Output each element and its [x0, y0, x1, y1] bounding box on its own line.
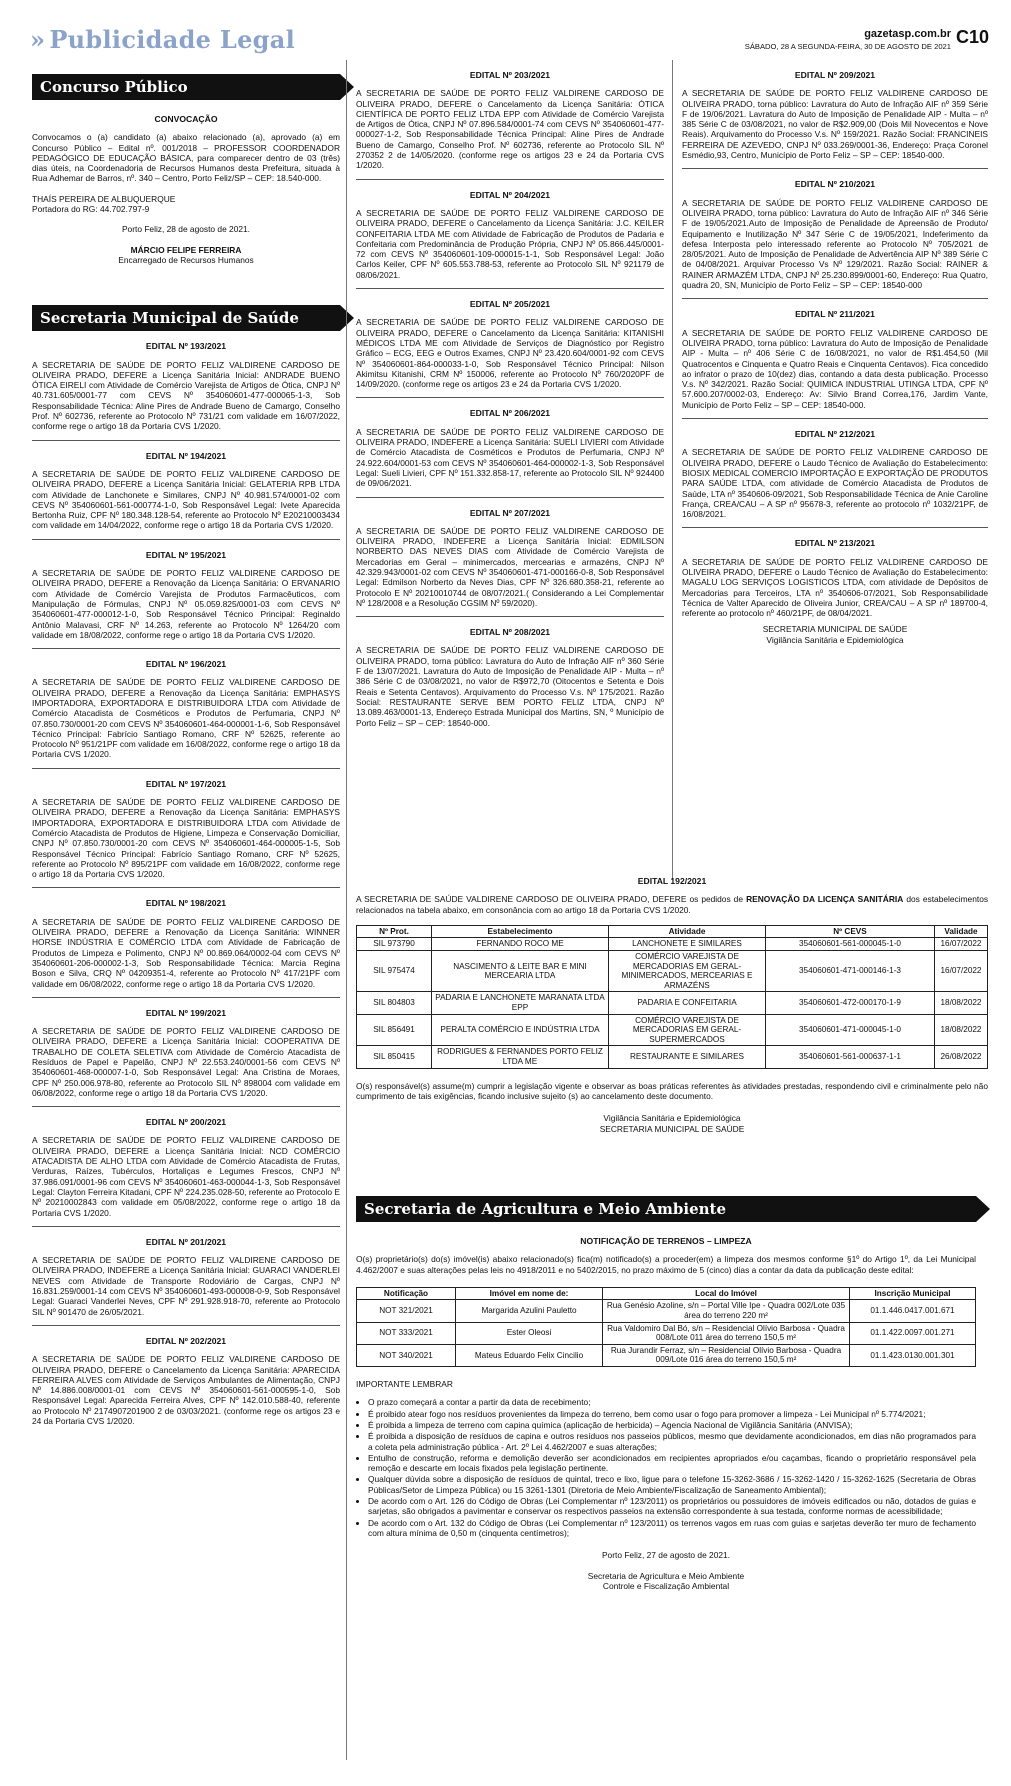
list-item: • É proibida a limpeza de terreno com capina química (aplicação de herbicida) – Agencia Nacional de Vigilância Sanitária (ANVISA);: [368, 1420, 976, 1430]
edition-date: SÁBADO, 28 A SEGUNDA-FEIRA, 30 DE AGOSTO DE 2021: [744, 42, 951, 51]
cell: FERNANDO ROCO ME: [432, 938, 609, 951]
cell: Rua Genésio Azoline, s/n – Portal Ville Ipe - Quadra 002/Lote 035 área do terreno 220 m²: [603, 1300, 850, 1322]
cell: COMÉRCIO VAREJISTA DE MERCADORIAS EM GERAL- SUPERMERCADOS: [609, 1014, 766, 1046]
edital-205: [356, 299, 664, 398]
divider: [682, 418, 988, 419]
edital-title: EDITAL Nº 195/2021: [145, 549, 227, 560]
edital-title: EDITAL Nº 198/2021: [145, 898, 227, 909]
saude-signature-2: Vigilância Sanitária e Epidemiológica: [766, 634, 904, 645]
convocacao-body: Convocamos o (a) candidato (a) abaixo relacionado (a), aprovado (a) em Concurso Público – Edital nº. 001/2018 – PROFESSOR COORDENADOR PEDAGÓGICO DE EDUCAÇÃO BÁSICA, para comparecer dentro de 03 (três) dias úteis, na Coordenadoria de Recursos Humanos desta Prefeitura, situada à Rua Adhemar de Barros, nº. 340 – Centro, Porto Feliz/SP – CEP: 18.540-000.: [32, 132, 340, 184]
cell: Margarida Azulini Pauletto: [456, 1300, 603, 1322]
divider: [32, 997, 340, 998]
cell: SIL 856491: [357, 1014, 432, 1046]
cell: PADARIA E LANCHONETE MARANATA LTDA EPP: [432, 992, 609, 1014]
edital-200: [32, 1117, 340, 1227]
edital-212: [682, 429, 988, 528]
list-item: • É proibido atear fogo nos resíduos provenientes da limpeza do terreno, bem como usar o fogo para promover a limpeza - Lei Municipal nº 5.774/2021;: [368, 1409, 976, 1419]
cell: NOT 321/2021: [357, 1300, 456, 1322]
edital-title: EDITAL Nº 208/2021: [469, 627, 551, 638]
edital-text: A SECRETARIA DE SAÚDE DE PORTO FELIZ VALDIRENE CARDOSO DE OLIVEIRA PRADO, torna público: Lavratura do Auto de Imposição de Penalidade AIP - Multa – nº 406 Série C de 16/08/2021, no valor de R$1.454,50 (Mil Quatrocentos e Cinquenta e Quatro Reais e Cinquenta Centavos). Fica concedido ao infrator o prazo de 10(dez) dias, contando a data desta publicação. Processo V.s. Nº 342/2021. Razão Social: QUIMICA INDUSTRIAL UTINGA LTDA, CPF Nº 57.600.207/0002-03, Endereço: Av: Silvio Brand Correa,176, Jardim Vante, Município de Porto Feliz – SP – CEP: 18540-000.: [682, 327, 988, 410]
edital-211: [682, 309, 988, 419]
table-header-row: [357, 925, 988, 938]
edital-206: [356, 408, 664, 497]
edital-text: A SECRETARIA DE SAÚDE DE PORTO FELIZ VALDIRENE CARDOSO DE OLIVEIRA PRADO, DEFERE a Renovação da Licença Sanitária: O ERVANARIO com Atividade de Comércio Varejista de Produtos Farmacêuticos, com Manipulação de Fórmulas, CNPJ Nº 05.059.825/0001-03 com CEVS Nº 354060601-477-000012-1-0, Sob Responsável Técnico Principal: Reginaldo Antônio Malavasi, CRF Nº 14.263, referente ao Protocolo Nº 1264/20 com validade em 18/08/2022, conforme rege o artigo 18 da Portaria CVS 1/2020.: [32, 568, 340, 640]
edital-192-table: [356, 925, 988, 1069]
table-row: [357, 1344, 976, 1366]
edital-text: A SECRETARIA DE SAÚDE DE PORTO FELIZ VALDIRENE CARDOSO DE OLIVEIRA PRADO, DEFERE o Cancelamento da Licença Sanitária: APARECIDA FERREIRA ALVES com Atividade de Serviços Ambulantes de Alimentação, CNPJ Nº 14.886.008/0001-01 com CEVS Nº 354060601-561-000595-1-0, Sob Responsável Legal: Aparecida Ferreira Alves, CPF Nº 142.010.588-40, referente ao Protocolo Nº 2174907201900 2 de 03/03/2021. (conforme rege os artigos 23 e 24 da Portaria CVS 1/2020.: [32, 1354, 340, 1427]
edital-text: A SECRETARIA DE SAÚDE DE PORTO FELIZ VALDIRENE CARDOSO DE OLIVEIRA PRADO, torna público: Lavratura do Auto de Infração AIF nº 359 Série F de 19/06/2021. Lavratura do Auto de Imposição de Penalidade AIP - Multa – nº 385 Série C de 03/08/2021, no valor de R$2.909,00 (Dois Mil Novecentos e Nove Reais). Arquivamento do Processo V.s. Nº 159/2021. Razão Social: FRANCINEIS FERREIRA DE AZEVEDO, CNPJ Nº 033.269/0001-36, Endereço: Praça Coronel Esmédio,93, Centro, Município de Porto Feliz – SP – CEP: 18540-000.: [682, 88, 988, 161]
cell: NOT 333/2021: [357, 1322, 456, 1344]
col-header: Local do Imóvel: [603, 1287, 850, 1300]
edital-title: EDITAL Nº 213/2021: [794, 538, 876, 549]
edital-192-block: [356, 876, 988, 1134]
divider: [356, 397, 664, 398]
edital-title: EDITAL Nº 197/2021: [145, 778, 227, 789]
cell: PERALTA COMÉRCIO E INDÚSTRIA LTDA: [432, 1014, 609, 1046]
cell: 26/08/2022: [935, 1046, 988, 1068]
saude-signature-1: SECRETARIA MUNICIPAL DE SAÚDE: [762, 624, 908, 635]
edital-title: EDITAL Nº 211/2021: [795, 309, 875, 320]
cell: Rua Valdomiro Dal Bó, s/n – Residencial Olívio Barbosa - Quadra 008/Lote 011 área do terreno 150,5 m²: [603, 1322, 850, 1344]
edital-192-signature-2: SECRETARIA MUNICIPAL DE SAÚDE: [599, 1123, 745, 1134]
edital-text: A SECRETARIA DE SAÚDE DE PORTO FELIZ VALDIRENE CARDOSO DE OLIVEIRA PRADO, INDEFERE a Licença Sanitária: SUELI LIVIERI com Atividade de Comércio Atacadista de Cosméticos e Produtos de Perfumaria, CNPJ Nº 24.922.604/0001-53 com CEVS Nº 354060601-464-000002-1-3, Sob Responsável Legal: Sueli Livieri, CPF Nº 151.332.858-17, referente ao Protocolo SIL Nº 924400 de 09/06/2021.: [356, 426, 664, 489]
divider: [682, 298, 988, 299]
cell: 16/07/2022: [935, 951, 988, 992]
divider: [32, 1106, 340, 1107]
agricultura-signature-2: Controle e Fiscalização Ambiental: [602, 1580, 730, 1591]
concurso-signer: MÁRCIO FELIPE FERREIRA: [130, 244, 242, 255]
edital-213: [682, 538, 988, 618]
divider: [32, 1325, 340, 1326]
divider: [32, 768, 340, 769]
cell: Ester Oleosi: [456, 1322, 603, 1344]
edital-192-note: O(s) responsável(s) assume(m) cumprir a legislação vigente e observar as boas práticas referentes às atividades prestadas, respondendo civil e criminalmente pelo não cumprimento de tais exigências, ficando inclusive sujeito (s) ao cancelamento deste documento.: [356, 1080, 988, 1101]
edital-title: EDITAL Nº 209/2021: [794, 70, 876, 80]
cell: 354060601-472-000170-1-9: [766, 992, 935, 1014]
edital-193: [32, 341, 340, 440]
cell: 01.1.446.0417.001.671: [850, 1300, 976, 1322]
cell: Mateus Eduardo Felix Cincilio: [456, 1344, 603, 1366]
edital-196: [32, 659, 340, 769]
edital-text: A SECRETARIA DE SAÚDE DE PORTO FELIZ VALDIRENE CARDOSO DE OLIVEIRA PRADO, INDEFERE a Licença Sanitária Inicial: GUARACI VANDERLEI NEVES com Atividade de Transporte Rodoviário de Cargas, CNPJ Nº 16.831.259/0001-14 com CEVS Nº 354060601-493-000008-0-9, Sob Responsável Legal: Guaraci Vanderlei Neves, CPF Nº 291.928.918-70, referente ao Protocolo SIL Nº 901470 de 26/05/2021.: [32, 1255, 340, 1317]
edital-text: A SECRETARIA DE SAÚDE DE PORTO FELIZ VALDIRENE CARDOSO DE OLIVEIRA PRADO, DEFERE a Licença Sanitária Inicial: NCD COMÉRCIO ATACADISTA DE ALHO LTDA com Atividade de Comércio Atacadista de Frutas, Verduras, Raízes, Tubérculos, Hortaliças e Legumes Frescos, CNPJ Nº 37.986.091/0001-96 com CEVS Nº 354060601-463-000044-1-3, Sob Responsável Legal: Clayton Ferreira Kitadani, CPF Nº 224.235.028-50, referente ao Protocolo E Nº 20210002843 com validade em 05/08/2022, conforme rege o artigo 18 da Portaria CVS 1/2020.: [32, 1135, 340, 1218]
important-list: [356, 1397, 976, 1538]
edital-197: [32, 779, 340, 889]
edital-text: A SECRETARIA DE SAÚDE DE PORTO FELIZ VALDIRENE CARDOSO DE OLIVEIRA PRADO, DEFERE o Cancelamento da Licença Sanitária: ÓTICA CIENTÍFICA DE PORTO FELIZ LTDA EPP com Atividade de Comércio Varejista de Artigos de Ótica, CNPJ Nº 07.896.584/0001-74 com CEVS Nº 354060601-477-000027-1-2, Sob Responsabilidade Técnica Principal: Aline Pires de Andrade Bueno de Camargo, Conselho Prof. Nº 602736, referente ao Protocolo SIL Nº 270352 2 de 14/05/2020. (conforme rege os artigos 23 e 24 da Portaria CVS 1/2020.: [356, 88, 664, 171]
cell: 01.1.422.0097.001.271: [850, 1322, 976, 1344]
edital-text: A SECRETARIA DE SAÚDE DE PORTO FELIZ VALDIRENE CARDOSO DE OLIVEIRA PRADO, torna público: Lavratura do Auto de Infração AIF nº 346 Série F de 19/05/2021.Auto de Imposição de Penalidade de Apreensão de Produto/ Equipamento e Inutilização Nº 347 Série C de 19/05/2021, Indeferimento da defesa Interposta pelo interessado referente ao Protocolo Nº 705/2021 de 28/05/2021. Auto de Imposição de Penalidade de Advertência AIP Nº 389 Série C de 04/08/2021. Arquivar Processo Vs Nº 129/2021. Razão Social: RAINER & RAINER ARMAZÉM LTDA, CNPJ Nº 25.230.899/0001-60, Endereço: Rua Quatro, quadra 20, SN, Município de Porto Feliz – SP – CEP: 18540-000: [682, 197, 988, 291]
edital-text: A SECRETARIA DE SAÚDE DE PORTO FELIZ VALDIRENE CARDOSO DE OLIVEIRA PRADO, INDEFERE a Licença Sanitária Inicial: EDMILSON NORBERTO DAS NEVES DIAS com Atividade de Comércio Varejista de Mercadorias em Geral – minimercados, mercearias e armazéns, CNPJ Nº 42.329.943/0001-02 com CEVS Nº 354060601-471-000166-0-8, Sob Responsável Legal: Edmilson Norberto da Neves Dias, CPF Nº 326.680.358-21, referente ao Protocolo E Nº 20210010744 de 08/07/2021.( Considerando a Lei Complementar Nº 128/2008 e a Resolução CGSIM Nº 59/2020).: [356, 525, 664, 608]
col-header: Inscrição Municipal: [850, 1287, 976, 1300]
edital-195: [32, 550, 340, 649]
list-item: • De acordo com o Art. 132 do Código de Obras (Lei Complementar nº 123/2011) os terrenos vagos em ruas com guias e sarjetas deverão ter muro de fechamento com altura mínima de 0,50 m (cinquenta centímetros);: [368, 1518, 976, 1539]
table-row: [357, 938, 988, 951]
table-row: [357, 1322, 976, 1344]
cell: 16/07/2022: [935, 938, 988, 951]
edital-text: A SECRETARIA DE SAÚDE DE PORTO FELIZ VALDIRENE CARDOSO DE OLIVEIRA PRADO, DEFERE a Licença Sanitária Inicial: COOPERATIVA DE TRABALHO DE COLETA SELETIVA com Atividade de Comércio Atacadista de Resíduos de Papel e Papelão, CNPJ Nº 22.553.240/0001-56 com CEVS Nº 354060601-468-000007-1-0, Sob Responsável Legal: Ana Cristina de Moraes, CPF Nº 250.006.978-80, referente ao Protocolo SIL Nº 898004 com validade em 06/08/2022, conforme rege o artigo 18 da Portaria CVS 1/2020.: [32, 1026, 340, 1098]
table-row: [357, 951, 988, 992]
column-3: [682, 60, 988, 645]
edital-title: EDITAL Nº 202/2021: [145, 1335, 227, 1346]
cell: NOT 340/2021: [357, 1344, 456, 1366]
divider: [32, 648, 340, 649]
divider: [682, 168, 988, 169]
edital-title: EDITAL Nº 193/2021: [145, 341, 227, 352]
edital-title: EDITAL Nº 200/2021: [145, 1117, 227, 1128]
edital-201: [32, 1237, 340, 1326]
edital-title: EDITAL Nº 212/2021: [794, 429, 876, 440]
cell: 18/08/2022: [935, 992, 988, 1014]
divider: [356, 288, 664, 289]
cell: COMÉRCIO VAREJISTA DE MERCADORIAS EM GERAL- MINIMERCADOS, MERCEARIAS E ARMAZÉNS: [609, 951, 766, 992]
notificacao-title: NOTIFICAÇÃO DE TERRENOS – LIMPEZA: [580, 1236, 752, 1246]
divider: [356, 179, 664, 180]
banner-concurso: Concurso Público: [32, 74, 340, 100]
column-divider: [346, 60, 347, 1760]
table-header-row: [357, 1287, 976, 1300]
table-row: [357, 1014, 988, 1046]
column-divider: [672, 60, 673, 880]
cell: SIL 804803: [357, 992, 432, 1014]
cell: NASCIMENTO & LEITE BAR E MINI MERCEARIA LTDA: [432, 951, 609, 992]
candidate-name: THAÍS PEREIRA DE ALBUQUERQUE: [32, 193, 176, 204]
cell: SIL 973790: [357, 938, 432, 951]
table-row: [357, 992, 988, 1014]
cell: SIL 850415: [357, 1046, 432, 1068]
divider: [356, 497, 664, 498]
col-header: Nº CEVS: [766, 925, 935, 938]
col-header: Estabelecimento: [432, 925, 609, 938]
cell: 354060601-471-000045-1-0: [766, 1014, 935, 1046]
edital-text: A SECRETARIA DE SAÚDE DE PORTO FELIZ VALDIRENE CARDOSO DE OLIVEIRA PRADO, DEFERE a Licença Sanitária Inicial: GELATERIA RPB LTDA com Atividade de Lanchonete e Similares, CNPJ Nº 40.981.574/0001-02 com CEVS Nº 354060601-561-000774-1-0, Sob Responsável Legal: Ivete Aparecida Bertonha Ruiz, CPF Nº 180.348.128-54, referente ao Protocolo Nº E20210003434 com validade em 14/04/2022, conforme rege o artigo 18 da Portaria CVS 1/2020.: [32, 468, 340, 531]
concurso-place-date: Porto Feliz, 28 de agosto de 2021.: [121, 224, 251, 235]
col-header: Validade: [935, 925, 988, 938]
divider: [356, 616, 664, 617]
agricultura-signature-1: Secretaria de Agricultura e Meio Ambiente: [587, 1570, 745, 1581]
site-name[interactable]: gazetasp.com.br: [864, 28, 951, 40]
double-chevron-icon: »: [30, 25, 46, 54]
divider: [32, 440, 340, 441]
edital-text: A SECRETARIA DE SAÚDE DE PORTO FELIZ VALDIRENE CARDOSO DE OLIVEIRA PRADO, DEFERE a Renovação da Licença Sanitária: WINNER HORSE INDÚSTRIA E COMÉRCIO LTDA com Atividade de Fabricação de Produtos de Limpeza e Polimento, CNPJ Nº 00.869.064/0002-04 com CEVS Nº 354060601-206-000002-1-3, Sob Responsabilidade Técnica: Marcia Regina Boson e Silva, CRQ Nº 04209351-4, referente ao Protocolo Nº 417/21PF com validade em 06/08/2022, conforme rege o artigo 18 da Portaria CVS 1/2020.: [32, 916, 340, 989]
notificacao-table: [356, 1287, 976, 1367]
list-item: • É proibida a disposição de resíduos de capina e outros resíduos nos passeios públicos, mesmo que devidamente acondicionados, em dias não programados para a coleta pela administração pública - Art. 2º Lei 4.462/2007 e suas alterações;: [368, 1431, 976, 1452]
cell: RESTAURANTE E SIMILARES: [609, 1046, 766, 1068]
edital-text: A SECRETARIA DE SAÚDE DE PORTO FELIZ VALDIRENE CARDOSO DE OLIVEIRA PRADO, DEFERE a Renovação da Licença Sanitária: EMPHASYS IMPORTADORA, EXPORTADORA E DISTRIBUIDORA LTDA com Atividade de Comércio Atacadista de Cosméticos e Produtos de Perfumaria, CNPJ Nº 07.850.730/0001-20 com CEVS Nº 354060601-464-000001-1-6, Sob Responsável Técnico Principal: Fabrício Santiago Romano, CRF Nº 52625, referente ao Protocolo Nº 951/21PF com validade em 16/08/2022, conforme rege o artigo 18 da Portaria CVS 1/2020.: [32, 677, 340, 760]
col-header: Atividade: [609, 925, 766, 938]
edital-text: A SECRETARIA DE SAÚDE DE PORTO FELIZ VALDIRENE CARDOSO DE OLIVEIRA PRADO, DEFERE a Licença Sanitária Inicial: ANDRADE BUENO ÓTICA EIRELI com Atividade de Comércio Varejista de Artigos de Ótica, CNPJ Nº 40.731.605/0001-77 com CEVS Nº 354060601-477-000065-1-3, Sob Responsabilidade Técnica: Aline Pires de Andrade Bueno de Camargo, Conselho Prof. Nº 602736, referente ao Protocolo Nº 731/21 com validade em 16/07/2022, conforme rege o artigo 18 da Portaria CVS 1/2020.: [32, 359, 340, 432]
page-number: C10: [955, 27, 989, 47]
banner-saude: Secretaria Municipal de Saúde: [32, 305, 340, 331]
convocacao-heading: CONVOCAÇÃO: [154, 114, 218, 124]
cell: PADARIA E CONFEITARIA: [609, 992, 766, 1014]
section-title: » Publicidade Legal: [30, 25, 295, 54]
list-item: • Entulho de construção, reforma e demolição deverão ser acondicionados em recipientes apropriados e/ou caçambas, ficando o proprietário responsável pela remoção e descarte em locais fixados pela legislação pertinente.: [368, 1453, 976, 1474]
edital-192-signature-1: Vigilância Sanitária e Epidemiológica: [603, 1113, 741, 1124]
edital-209: [682, 70, 988, 169]
edital-title: EDITAL Nº 206/2021: [469, 408, 551, 419]
cell: LANCHONETE E SIMILARES: [609, 938, 766, 951]
edital-text: A SECRETARIA DE SAÚDE DE PORTO FELIZ VALDIRENE CARDOSO DE OLIVEIRA PRADO, torna público: Lavratura do Auto de Infração AIF nº 360 Série F de 13/07/2021. Lavratura do Auto de Imposição de Penalidade AIP - Multa – nº 386 Série C de 03/08/2021, no valor de R$972,70 (Oitocentos e Setenta e Dois Reais e Setenta Centavos). Arquivamento do Processo V.s. Nº 175/2021. Razão Social: RESTAURANTE SERVE BEM PORTO FELIZ LTDA, CNPJ Nº 13.089.463/0001-13, Endereço Estrada Municipal dos Martins, SN, º Município de Porto Feliz – SP – CEP: 18540-000.: [356, 645, 664, 728]
edital-title: EDITAL Nº 205/2021: [469, 299, 551, 310]
column-1: [32, 74, 340, 1429]
col-header: Imóvel em nome de:: [456, 1287, 603, 1300]
edital-207: [356, 508, 664, 618]
agricultura-block: [356, 1196, 976, 1591]
cell: 354060601-471-000146-1-3: [766, 951, 935, 992]
cell: RODRIGUES & FERNANDES PORTO FELIZ LTDA ME: [432, 1046, 609, 1068]
table-row: [357, 1046, 988, 1068]
edital-title: EDITAL Nº 194/2021: [145, 450, 227, 461]
edital-title: EDITAL Nº 204/2021: [469, 189, 551, 200]
list-item: • O prazo começará a contar a partir da data de recebimento;: [368, 1397, 976, 1407]
edital-title: EDITAL Nº 201/2021: [145, 1236, 227, 1247]
cell: 354060601-561-000637-1-1: [766, 1046, 935, 1068]
edital-text: A SECRETARIA DE SAÚDE DE PORTO FELIZ VALDIRENE CARDOSO DE OLIVEIRA PRADO, DEFERE o Laudo Técnico de Avaliação do Estabelecimento: BIOSIX MEDICAL COMERCIO IMPORTAÇÃO E EXPORTAÇÃO DE PRODUTOS PARA SAÚDE LTDA, com atividade de Comércio Atacadista de Produtos de Saúde, LTA nº 3540606-09/2021, Sob Responsabilidade Técnica de Anie Caroline França, CREA/CAU – A SP nº 95678-3, referente ao protocolo nº 1032/21PF, de 16/08/2021.: [682, 447, 988, 520]
edital-210: [682, 179, 988, 299]
divider: [32, 539, 340, 540]
table-row: [357, 1300, 976, 1322]
candidate-rg: Portadora do RG: 44.702.797-9: [32, 204, 150, 215]
edital-203: [356, 70, 664, 180]
edital-192-title: EDITAL 192/2021: [637, 876, 707, 886]
divider: [32, 887, 340, 888]
edital-194: [32, 451, 340, 540]
col-header: Notificação: [357, 1287, 456, 1300]
cell: Rua Jurandir Ferraz, s/n – Residencial Olívio Barbosa - Quadra 009/Lote 016 área do terreno 150,5 m²: [603, 1344, 850, 1366]
edital-title: EDITAL Nº 207/2021: [469, 507, 551, 518]
edital-208: [356, 627, 664, 728]
list-item: • De acordo com o Art. 126 do Código de Obras (Lei Complementar nº 123/2011) os proprietários ou possuidores de imóveis edificados ou não, dotados de guias e sarjetas, são obrigados a pavimentar e conservar os respectivos passeios na extensão correspondente à sua testada, conforme normas de acessibilidade;: [368, 1496, 976, 1517]
edital-title: EDITAL Nº 210/2021: [794, 179, 876, 190]
important-label: IMPORTANTE LEMBRAR: [356, 1379, 453, 1390]
divider: [682, 527, 988, 528]
edital-text: A SECRETARIA DE SAÚDE DE PORTO FELIZ VALDIRENE CARDOSO DE OLIVEIRA PRADO, DEFERE o Cancelamento da Licença Sanitária: J.C. KEILER CONFEITARIA LTDA ME com Atividade de Fabricação de Produtos de Padaria e Confeitaria com Predominância de Produção Própria, CNPJ Nº 05.866.445/0001-72 com CEVS Nº 354060601-109-000015-1-1, Sob Responsável Legal: João Carlos Keiler, CPF Nº 605.553.788-53, referente ao Protocolo SIL Nº 921179 de 08/06/2021.: [356, 207, 664, 280]
edital-title: EDITAL Nº 199/2021: [145, 1007, 227, 1018]
edital-title: EDITAL Nº 203/2021: [469, 70, 551, 80]
banner-agricultura: Secretaria de Agricultura e Meio Ambiente: [356, 1196, 976, 1222]
cell: 18/08/2022: [935, 1014, 988, 1046]
col-header: Nº Prot.: [357, 925, 432, 938]
divider: [32, 1226, 340, 1227]
edital-192-intro: A SECRETARIA DE SAÚDE VALDIRENE CARDOSO DE OLIVEIRA PRADO, DEFERE os pedidos de RENOVAÇÃO DA LICENÇA SANITÁRIA dos estabelecimentos relacionados na tabela abaixo, em consonância com ao artigo 18 da Portaria CVS 1/2020.: [356, 894, 989, 915]
notificacao-intro: O(s) proprietário(s) do(s) imóvel(is) abaixo relacionado(s) fica(m) notificado(s) a proceder(em) a limpeza dos mesmos conforme §1º do Artigo 1º, da Lei Municipal 4.462/2007 e suas alterações pelas leis no 4918/2011 e no 5402/2015, no prazo máximo de 5 (cinco) dias a contar da data da publicação deste edital:: [356, 1254, 976, 1275]
list-item: • Qualquer dúvida sobre a disposição de resíduos de quintal, treco e lixo, ligue para o telefone 15-3262-3686 / 15-3262-1420 / 15-3262-1625 (Secretaria de Obras Públicas/Setor de Limpeza Pública) ou 15 3261-1301 (Diretoria de Meio Ambiente/Fiscalização de Saneamento Ambiental);: [368, 1474, 976, 1495]
edital-199: [32, 1008, 340, 1107]
edital-202: [32, 1336, 340, 1426]
cell: SIL 975474: [357, 951, 432, 992]
edital-text: A SECRETARIA DE SAÚDE DE PORTO FELIZ VALDIRENE CARDOSO DE OLIVEIRA PRADO, DEFERE o Laudo Técnico de Avaliação do Estabelecimento: MAGALU LOG SERVIÇOS LOGISTICOS LTDA, com atividade de Depósitos de Mercadorias para Terceiros, LTA nº 3540606-07/2021, Sob Responsabilidade Técnica de Valter Aparecido de Oliveira Junior, CREA/CAU – A SP nº 189700-4, referente ao protocolo nº 460/21PF, de 08/04/2021.: [682, 556, 988, 619]
edital-title: EDITAL Nº 196/2021: [145, 659, 227, 670]
cell: 01.1.423.0130.001.301: [850, 1344, 976, 1366]
column-2: [356, 60, 664, 731]
cell: 354060601-561-000045-1-0: [766, 938, 935, 951]
edital-text: A SECRETARIA DE SAÚDE DE PORTO FELIZ VALDIRENE CARDOSO DE OLIVEIRA PRADO, DEFERE o Cancelamento da Licença Sanitária: KITANISHI MÉDICOS LTDA ME com Atividade de Serviços de Diagnóstico por Registro Gráfico – ECG, EEG e Outros Exames, CNPJ Nº 23.420.604/0001-92 com CEVS Nº 354060601-864-000033-1-0, Sob Responsável Técnico Principal: Nilson Akimitsu Kitanishi, CRM Nº 150006, referente ao Protocolo Nº 760/2020PF de 14/09/2020. (conforme rege os artigos 23 e 24 da Portaria CVS 1/2020.: [356, 317, 664, 390]
edital-198: [32, 898, 340, 997]
edital-204: [356, 190, 664, 289]
edital-text: A SECRETARIA DE SAÚDE DE PORTO FELIZ VALDIRENE CARDOSO DE OLIVEIRA PRADO, DEFERE a Renovação da Licença Sanitária: EMPHASYS IMPORTADORA, EXPORTADORA E DISTRIBUIDORA LTDA com Atividade de Comércio Atacadista de Produtos de Higiene, Limpeza e Conservação Domiciliar, CNPJ Nº 07.850.730/0001-20 com CEVS Nº 354060601-464-000005-1-5, Sob Responsável Técnico Principal: Fabrício Santiago Romano, CRF Nº 52625, referente ao Protocolo Nº 895/21PF com validade em 16/08/2022, conforme rege o artigo 18 da Portaria CVS 1/2020.: [32, 797, 340, 880]
agricultura-place-date: Porto Feliz, 27 de agosto de 2021.: [601, 1550, 731, 1561]
concurso-signer-role: Encarregado de Recursos Humanos: [118, 254, 254, 265]
